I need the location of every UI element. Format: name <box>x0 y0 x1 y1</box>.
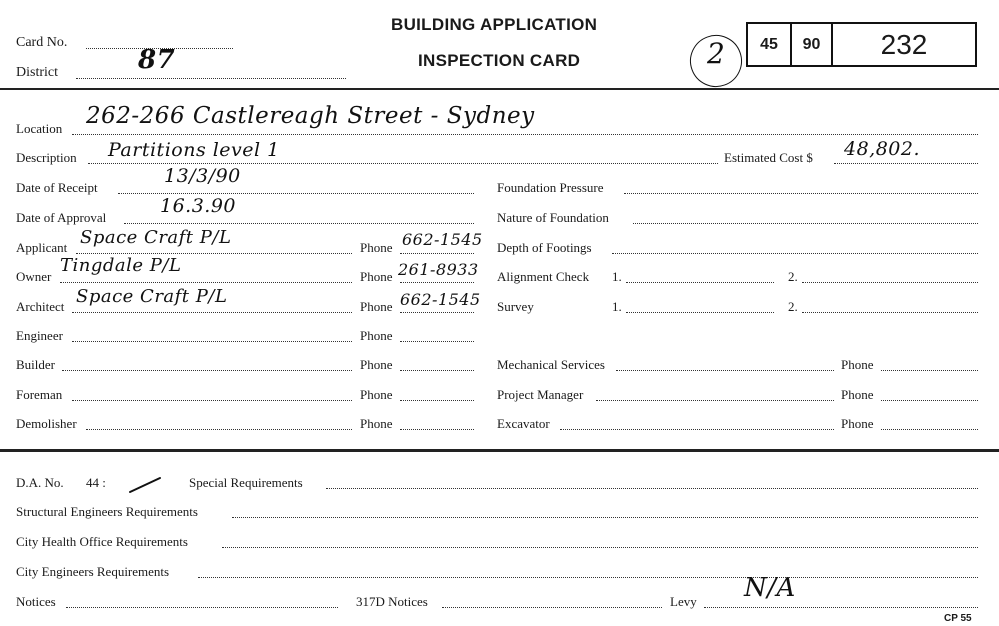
survey-field-1[interactable] <box>626 312 774 313</box>
form-code: CP 55 <box>944 613 972 624</box>
survey-num-2: 2. <box>788 299 798 314</box>
header-divider <box>0 88 999 90</box>
foreman-phone-label: Phone <box>360 387 393 402</box>
excavator-phone-label: Phone <box>841 416 874 431</box>
district-field[interactable] <box>76 78 346 79</box>
title-line-2: INSPECTION CARD <box>418 51 581 70</box>
project-manager-phone-field[interactable] <box>881 400 978 401</box>
engineer-field[interactable] <box>72 341 352 342</box>
estimated-cost-label: Estimated Cost $ <box>724 150 813 165</box>
owner-field[interactable] <box>60 282 352 283</box>
applicant-phone-value: 662-1545 <box>402 230 483 249</box>
description-label: Description <box>16 150 77 165</box>
code-box-b: 90 <box>790 22 833 67</box>
date-approval-label: Date of Approval <box>16 210 107 225</box>
architect-phone-label: Phone <box>360 299 393 314</box>
depth-footings-label: Depth of Footings <box>497 240 592 255</box>
excavator-field[interactable] <box>560 429 834 430</box>
mechanical-services-label: Mechanical Services <box>497 357 605 372</box>
card-number-box: 232 <box>831 22 977 67</box>
circled-number: 2 <box>707 37 726 70</box>
mechanical-services-field[interactable] <box>616 370 834 371</box>
owner-phone-field[interactable] <box>400 282 474 283</box>
section-divider <box>0 449 999 452</box>
survey-label: Survey <box>497 299 534 314</box>
architect-field[interactable] <box>72 312 352 313</box>
alignment-check-field-1[interactable] <box>626 282 774 283</box>
foreman-field[interactable] <box>72 400 352 401</box>
date-approval-value: 16.3.90 <box>160 195 237 217</box>
mechanical-phone-label: Phone <box>841 357 874 372</box>
applicant-label: Applicant <box>16 240 68 255</box>
nature-foundation-field[interactable] <box>633 223 978 224</box>
special-requirements-field[interactable] <box>326 488 978 489</box>
health-requirements-field[interactable] <box>222 547 978 548</box>
alignment-check-field-2[interactable] <box>802 282 978 283</box>
location-label: Location <box>16 121 63 136</box>
special-requirements-label: Special Requirements <box>189 475 303 490</box>
description-value: Partitions level 1 <box>108 139 280 161</box>
engineer-label: Engineer <box>16 328 63 343</box>
estimated-cost-value: 48,802. <box>844 138 921 160</box>
alignment-num-2: 2. <box>788 269 798 284</box>
foundation-pressure-field[interactable] <box>624 193 978 194</box>
applicant-field[interactable] <box>76 253 352 254</box>
alignment-check-label: Alignment Check <box>497 269 590 284</box>
engineer-phone-label: Phone <box>360 328 393 343</box>
demolisher-label: Demolisher <box>16 416 77 431</box>
project-manager-phone-label: Phone <box>841 387 874 402</box>
excavator-phone-field[interactable] <box>881 429 978 430</box>
location-value: 262-266 Castlereagh Street - Sydney <box>86 103 535 129</box>
survey-field-2[interactable] <box>802 312 978 313</box>
architect-label: Architect <box>16 299 65 314</box>
district-value: 87 <box>138 45 176 75</box>
builder-phone-label: Phone <box>360 357 393 372</box>
health-requirements-label: City Health Office Requirements <box>16 534 188 549</box>
owner-label: Owner <box>16 269 52 284</box>
owner-value: Tingdale P/L <box>60 255 182 276</box>
title-line-1: BUILDING APPLICATION <box>391 15 598 34</box>
builder-label: Builder <box>16 357 55 372</box>
estimated-cost-field[interactable] <box>834 163 978 164</box>
demolisher-field[interactable] <box>86 429 352 430</box>
foreman-phone-field[interactable] <box>400 400 474 401</box>
applicant-phone-field[interactable] <box>400 253 474 254</box>
owner-phone-value: 261-8933 <box>398 260 479 279</box>
nature-foundation-label: Nature of Foundation <box>497 210 609 225</box>
levy-field[interactable] <box>704 607 978 608</box>
engineer-phone-field[interactable] <box>400 341 474 342</box>
card-no-label: Card No. <box>16 35 68 50</box>
architect-phone-value: 662-1545 <box>400 290 481 309</box>
date-approval-field[interactable] <box>124 223 474 224</box>
date-receipt-label: Date of Receipt <box>16 180 98 195</box>
owner-phone-label: Phone <box>360 269 393 284</box>
survey-num-1: 1. <box>612 299 622 314</box>
demolisher-phone-field[interactable] <box>400 429 474 430</box>
notices-label: Notices <box>16 594 56 609</box>
code-box-a: 45 <box>746 22 792 67</box>
structural-requirements-field[interactable] <box>232 517 978 518</box>
architect-value: Space Craft P/L <box>76 286 228 307</box>
da-no-label: D.A. No. <box>16 475 64 490</box>
engineers-requirements-field[interactable] <box>198 577 978 578</box>
applicant-phone-label: Phone <box>360 240 393 255</box>
alignment-num-1: 1. <box>612 269 622 284</box>
project-manager-field[interactable] <box>596 400 834 401</box>
project-manager-label: Project Manager <box>497 387 584 402</box>
location-field[interactable] <box>72 134 978 135</box>
mechanical-phone-field[interactable] <box>881 370 978 371</box>
foundation-pressure-label: Foundation Pressure <box>497 180 604 195</box>
demolisher-phone-label: Phone <box>360 416 393 431</box>
levy-label: Levy <box>670 594 697 609</box>
builder-field[interactable] <box>62 370 352 371</box>
notices-317d-field[interactable] <box>442 607 662 608</box>
excavator-label: Excavator <box>497 416 550 431</box>
notices-317d-label: 317D Notices <box>356 594 428 609</box>
structural-requirements-label: Structural Engineers Requirements <box>16 504 198 519</box>
levy-value: N/A <box>744 573 796 603</box>
foreman-label: Foreman <box>16 387 63 402</box>
depth-footings-field[interactable] <box>612 253 978 254</box>
applicant-value: Space Craft P/L <box>80 227 232 248</box>
description-field[interactable] <box>88 163 718 164</box>
da-no-value: 44 : <box>86 475 106 490</box>
district-label: District <box>16 65 58 80</box>
architect-phone-field[interactable] <box>400 312 474 313</box>
builder-phone-field[interactable] <box>400 370 474 371</box>
date-receipt-value: 13/3/90 <box>164 165 241 187</box>
date-receipt-field[interactable] <box>118 193 474 194</box>
notices-field[interactable] <box>66 607 338 608</box>
engineers-requirements-label: City Engineers Requirements <box>16 564 170 579</box>
da-no-tick-mark <box>128 474 162 494</box>
